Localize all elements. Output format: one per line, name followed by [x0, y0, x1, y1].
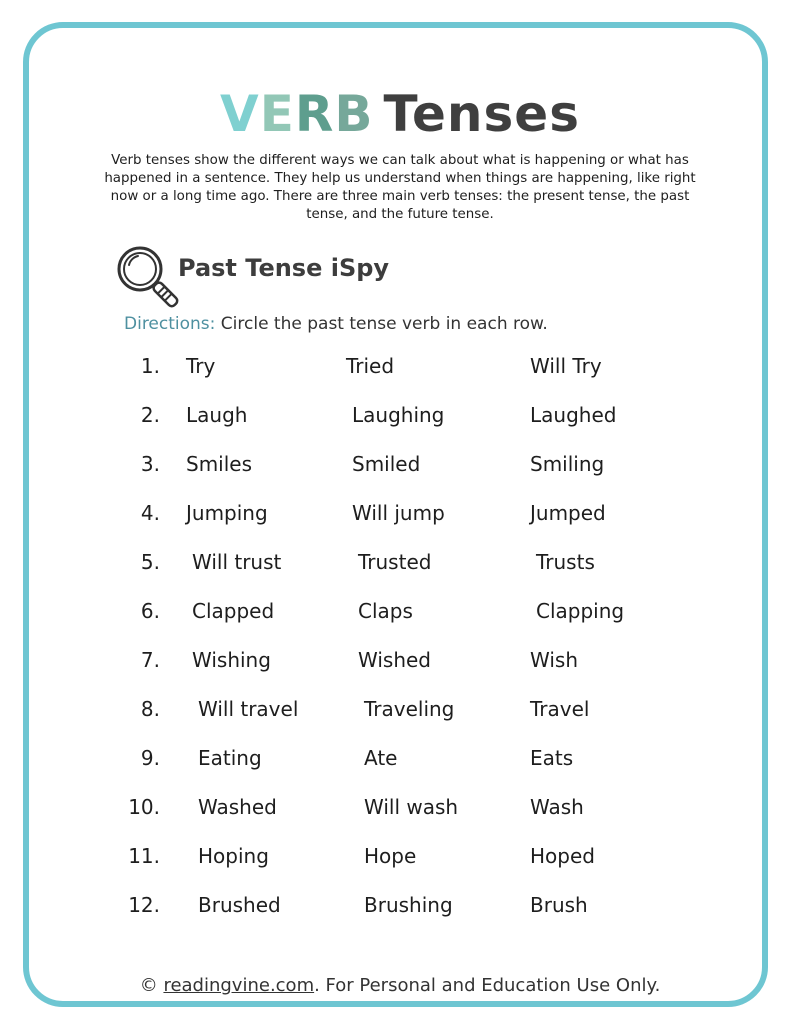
- verb-option[interactable]: Brushing: [364, 893, 453, 917]
- verb-option[interactable]: Brush: [530, 893, 588, 917]
- verb-row: [0, 648, 800, 678]
- verb-option[interactable]: Brushed: [198, 893, 281, 917]
- verb-row: [0, 746, 800, 776]
- row-number: 8.: [140, 697, 160, 721]
- title-verb: [220, 85, 374, 143]
- verb-row: [0, 501, 800, 531]
- verb-option[interactable]: Traveling: [364, 697, 455, 721]
- verb-row: [0, 550, 800, 580]
- row-number: 4.: [140, 501, 160, 525]
- verb-option[interactable]: Jumping: [186, 501, 268, 525]
- verb-option[interactable]: Hope: [364, 844, 417, 868]
- verb-row: [0, 452, 800, 482]
- row-number: 11.: [128, 844, 160, 868]
- verb-option[interactable]: Wishing: [192, 648, 271, 672]
- title-letter: V: [220, 85, 260, 143]
- verb-row: [0, 697, 800, 727]
- verb-option[interactable]: Tried: [346, 354, 395, 378]
- row-number: 5.: [140, 550, 160, 574]
- title-letter: E: [259, 85, 295, 143]
- verb-option[interactable]: Hoping: [198, 844, 269, 868]
- verb-row: [0, 893, 800, 923]
- verb-option[interactable]: Travel: [530, 697, 590, 721]
- verb-option[interactable]: Will travel: [198, 697, 299, 721]
- verb-option[interactable]: Will trust: [192, 550, 282, 574]
- page-title: [0, 82, 800, 146]
- row-number: 2.: [140, 403, 160, 427]
- verb-option[interactable]: Wish: [530, 648, 578, 672]
- verb-option[interactable]: Will wash: [364, 795, 459, 819]
- verb-option[interactable]: Smiled: [352, 452, 421, 476]
- verb-option[interactable]: Smiling: [530, 452, 605, 476]
- verb-row: [0, 599, 800, 629]
- title-letter: R: [294, 85, 335, 143]
- verb-option[interactable]: Laughed: [530, 403, 617, 427]
- verb-option[interactable]: Try: [186, 354, 216, 378]
- row-number: 1.: [140, 354, 160, 378]
- title-tenses: Tenses: [383, 85, 580, 143]
- verb-row: [0, 403, 800, 433]
- directions: [124, 314, 548, 334]
- directions-text: Circle the past tense verb in each row.: [215, 314, 548, 334]
- verb-row: [0, 354, 800, 384]
- verb-option[interactable]: Smiles: [186, 452, 253, 476]
- row-number: 7.: [140, 648, 160, 672]
- verb-option[interactable]: Wished: [358, 648, 431, 672]
- verb-option[interactable]: Trusted: [358, 550, 432, 574]
- row-number: 12.: [128, 893, 160, 917]
- row-number: 3.: [140, 452, 160, 476]
- verb-option[interactable]: Will jump: [352, 501, 445, 525]
- section-title: Past Tense iSpy: [178, 254, 390, 282]
- footer-text: . For Personal and Education Use Only.: [314, 975, 661, 996]
- verb-option[interactable]: Laugh: [186, 403, 248, 427]
- magnifying-glass-icon: [114, 243, 182, 309]
- verb-option[interactable]: Claps: [358, 599, 413, 623]
- verb-option[interactable]: Ate: [364, 746, 398, 770]
- verb-row: [0, 844, 800, 874]
- verb-option[interactable]: Clapping: [536, 599, 625, 623]
- footer-link[interactable]: readingvine.com: [163, 975, 315, 996]
- row-number: 6.: [140, 599, 160, 623]
- title-letter: B: [334, 85, 374, 143]
- verb-option[interactable]: Clapped: [192, 599, 275, 623]
- verb-option[interactable]: Trusts: [536, 550, 595, 574]
- verb-option[interactable]: Will Try: [530, 354, 602, 378]
- verb-row: [0, 795, 800, 825]
- footer: [0, 975, 800, 996]
- row-number: 10.: [128, 795, 160, 819]
- verb-option[interactable]: Hoped: [530, 844, 595, 868]
- intro-paragraph: Verb tenses show the different ways we can talk about what is happening or what has happened in a sentence. They help us understand when things are happening, like right now or a long time ago. There are three main verb tenses: the present tense, the past tense, and the future tense.: [104, 153, 696, 222]
- copyright-symbol: ©: [139, 975, 158, 996]
- directions-label: Directions:: [124, 314, 216, 334]
- verb-option[interactable]: Jumped: [530, 501, 606, 525]
- row-number: 9.: [140, 746, 160, 770]
- verb-option[interactable]: Washed: [198, 795, 277, 819]
- verb-option[interactable]: Wash: [530, 795, 584, 819]
- verb-option[interactable]: Laughing: [352, 403, 445, 427]
- verb-option[interactable]: Eats: [530, 746, 574, 770]
- verb-option[interactable]: Eating: [198, 746, 262, 770]
